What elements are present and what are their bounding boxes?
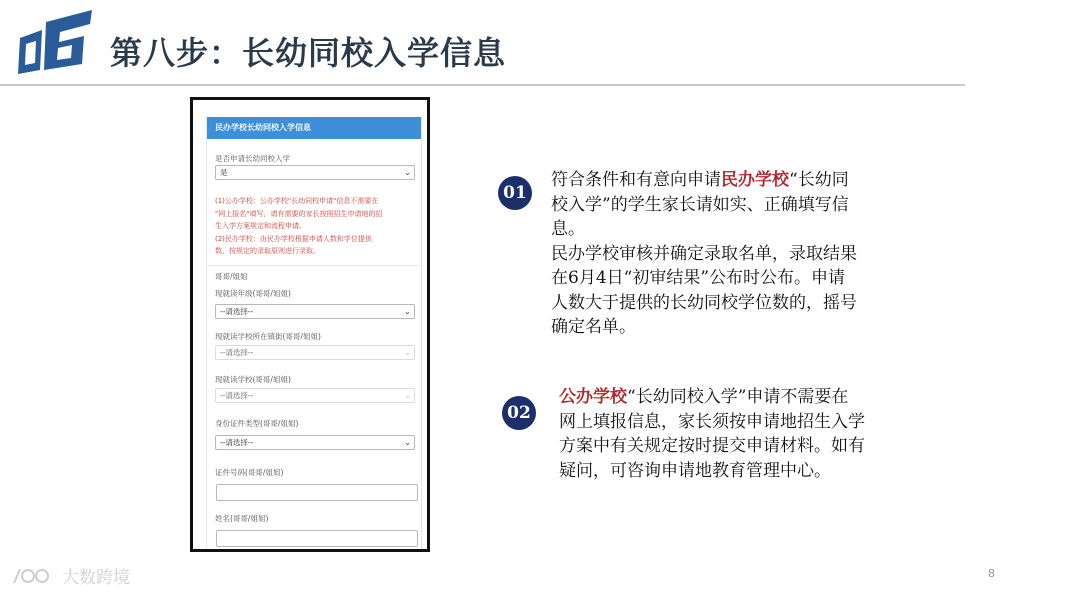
item2-line: 方案中有关规定按时提交申请材料。如有 [559, 436, 865, 456]
notice-line: "网上报名"填写，请有需要的家长按照招生申请地的招 [215, 209, 383, 218]
form-body [206, 117, 422, 549]
watermark-text: 大数跨境 [62, 568, 130, 588]
item1-line: 校入学”的学生家长请如实、正确填写信 [551, 194, 849, 215]
grade-select[interactable] [215, 304, 415, 319]
item1-line: 在6月4日“初审结果”公布时公布。申请 [551, 268, 846, 288]
highlight-private-school: 民办学校 [721, 170, 789, 190]
page-number: 8 [988, 567, 995, 580]
section-divider [207, 265, 421, 266]
grade-select-value: --请选择-- [220, 307, 254, 316]
form-panel-title: 民办学校长幼同校入学信息 [207, 117, 421, 139]
watermark [10, 563, 130, 588]
chevron-down-icon: ⌄ [404, 438, 411, 447]
notice-line: (1)公办学校：公办学校"长幼同校申请"信息不需要在 [215, 197, 379, 205]
highlight-public-school: 公办学校 [559, 387, 627, 407]
notice-line: 数，按规定的录取原则进行录取。 [215, 247, 320, 255]
item1-text [551, 168, 951, 340]
item1-line: 确定名单。 [551, 317, 636, 337]
chevron-down-icon: ⌄ [404, 348, 411, 357]
apply-select[interactable] [215, 165, 415, 180]
notice-line: (2)民办学校：由民办学校根据申请人数和学位提供 [215, 234, 372, 243]
item2-line [559, 385, 959, 410]
text-span: “长幼同 [789, 170, 849, 190]
item1-line: 息。 [551, 219, 585, 239]
school-label: 现就读学校(哥哥/姐姐) [215, 375, 291, 384]
item2-text [559, 385, 959, 483]
chevron-down-icon: ⌄ [404, 307, 411, 316]
notice-text [215, 195, 417, 258]
name-input[interactable] [216, 530, 418, 547]
idno-input[interactable] [216, 484, 418, 501]
item1-line [551, 168, 951, 193]
idtype-select-value: --请选择-- [220, 438, 254, 447]
item2-line: 网上填报信息，家长须按申请地招生入学 [559, 411, 865, 432]
chevron-down-icon: ⌄ [404, 391, 411, 400]
street-label: 现就读学校所在镇街(哥哥/姐姐) [215, 332, 321, 341]
item2-line: 疑问，可咨询申请地教育管理中心。 [559, 460, 831, 481]
idtype-label: 身份证件类型(哥哥/姐姐) [215, 419, 299, 428]
watermark-logo-icon [10, 565, 56, 587]
text-span: 符合条件和有意向申请 [551, 170, 721, 190]
street-select[interactable] [215, 345, 415, 360]
header-divider [0, 84, 965, 86]
apply-label: 是否申请长幼同校入学 [215, 154, 290, 163]
company-logo-icon [12, 8, 94, 74]
step-badge-01: 01 [498, 176, 532, 210]
school-select-value: --请选择-- [220, 391, 254, 400]
chevron-down-icon: ⌄ [404, 168, 411, 177]
idtype-select[interactable] [215, 435, 415, 450]
form-screenshot-panel [190, 97, 430, 552]
step-badge-02: 02 [502, 396, 536, 430]
name-label: 姓名(哥哥/姐姐) [215, 514, 269, 523]
idno-label: 证件号码(哥哥/姐姐) [215, 468, 284, 477]
item1-line: 民办学校审核并确定录取名单，录取结果 [551, 243, 857, 264]
notice-line: 生入学方案规定和流程申请。 [215, 222, 306, 230]
item1-line: 人数大于提供的长幼同校学位数的，摇号 [551, 292, 857, 313]
page-title: 第八步：长幼同校入学信息 [110, 34, 507, 72]
street-select-value: --请选择-- [220, 348, 254, 357]
apply-select-value: 是 [220, 168, 228, 177]
school-select[interactable] [215, 388, 415, 403]
text-span: “长幼同校入学”申请不需要在 [627, 387, 849, 407]
grade-label: 现就读年级(哥哥/姐姐) [215, 289, 291, 298]
section-label: 哥哥/姐姐 [215, 272, 248, 281]
